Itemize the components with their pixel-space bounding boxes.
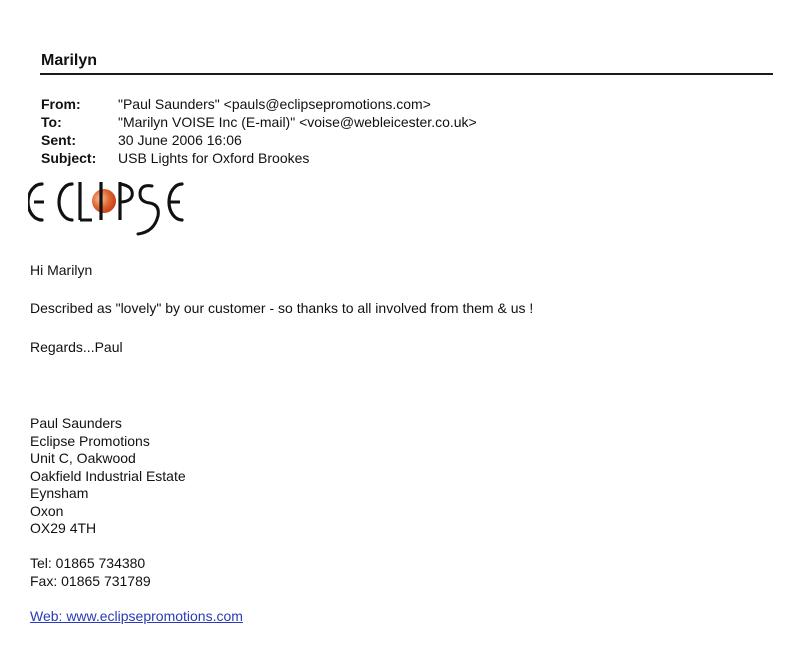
to-value: "Marilyn VOISE Inc (E-mail)" <voise@webleicester.co.uk> xyxy=(118,114,477,130)
website-link[interactable]: Web: www.eclipsepromotions.com xyxy=(30,608,243,624)
from-value: "Paul Saunders" <pauls@eclipsepromotions.com> xyxy=(118,96,431,112)
fax: Fax: 01865 731789 xyxy=(30,573,151,589)
subject-label: Subject: xyxy=(41,150,97,166)
signature-postcode: OX29 4TH xyxy=(30,520,97,536)
sent-label: Sent: xyxy=(41,132,76,148)
page-title: Marilyn xyxy=(41,52,98,69)
signature-name: Paul Saunders xyxy=(30,415,122,431)
from-label: From: xyxy=(41,96,81,112)
telephone: Tel: 01865 734380 xyxy=(30,555,146,571)
email-headers xyxy=(41,95,477,167)
subject-value: USB Lights for Oxford Brookes xyxy=(118,150,310,166)
signature-address-line: Unit C, Oakwood xyxy=(30,450,136,466)
signature-address-line: Oakfield Industrial Estate xyxy=(30,467,186,484)
greeting: Hi Marilyn xyxy=(30,262,93,278)
message-body: Described as "lovely" by our customer - so thanks to all involved from them & us ! xyxy=(30,300,534,316)
contact-info xyxy=(30,554,151,590)
to-label: To: xyxy=(41,114,62,130)
to-row xyxy=(41,113,477,131)
sent-value: 30 June 2006 16:06 xyxy=(118,132,242,148)
signature-address-line: Eynsham xyxy=(30,485,89,501)
subject-row xyxy=(41,149,477,167)
sign-off: Regards...Paul xyxy=(30,339,123,355)
eclipse-logo-icon xyxy=(28,170,198,236)
sent-row xyxy=(41,131,477,149)
from-row xyxy=(41,95,477,113)
signature-block xyxy=(30,415,186,538)
title-divider xyxy=(40,73,773,75)
signature-company: Eclipse Promotions xyxy=(30,432,150,449)
signature-address-line: Oxon xyxy=(30,502,64,519)
